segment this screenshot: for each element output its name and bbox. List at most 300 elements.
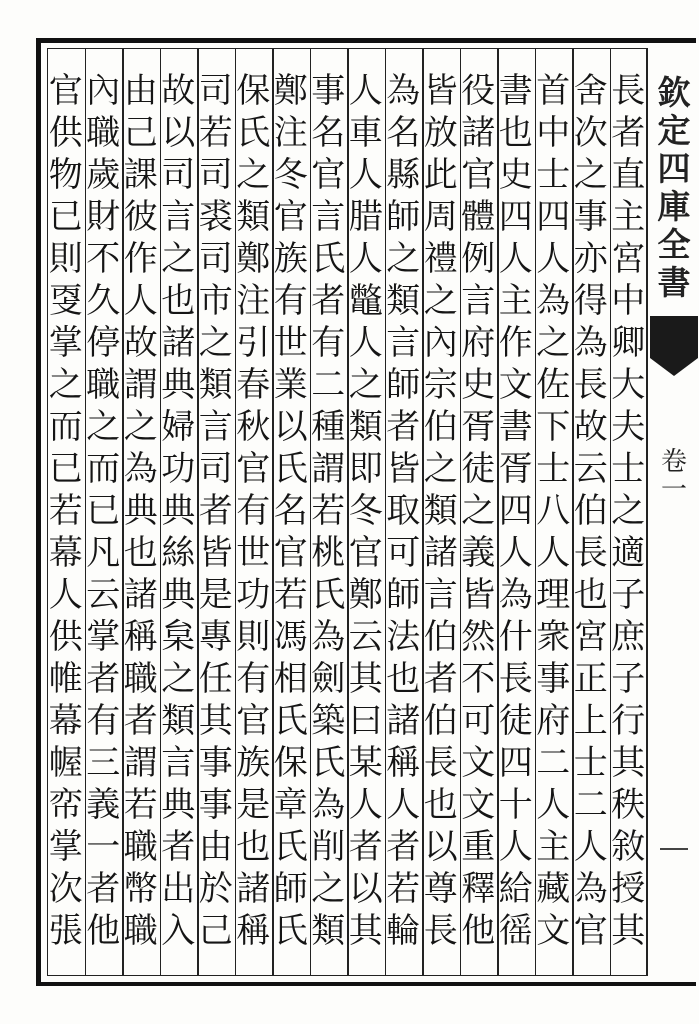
character: 史 — [461, 365, 496, 405]
character: 財 — [86, 197, 121, 237]
character: 氏 — [311, 239, 346, 279]
character: 掌 — [48, 323, 83, 363]
character: 以 — [273, 407, 308, 447]
character: 功 — [161, 449, 196, 489]
character: 周 — [423, 197, 458, 237]
character: 秋 — [236, 407, 271, 447]
character: 給 — [498, 869, 533, 909]
character: 長 — [611, 71, 646, 111]
character: 伯 — [423, 701, 458, 741]
character: 功 — [236, 575, 271, 615]
character: 事 — [198, 743, 233, 783]
character: 主 — [536, 827, 571, 867]
character: 人 — [123, 281, 158, 321]
character: 不 — [461, 659, 496, 699]
character: 若 — [123, 785, 158, 825]
character: 若 — [311, 491, 346, 531]
margin-character: 定 — [657, 111, 691, 150]
character: 供 — [48, 113, 83, 153]
character: 之 — [573, 155, 608, 195]
character: 典 — [123, 491, 158, 531]
character: 下 — [536, 407, 571, 447]
character: 之 — [423, 281, 458, 321]
character: 供 — [48, 617, 83, 657]
character: 義 — [461, 533, 496, 573]
character: 卿 — [611, 323, 646, 363]
character: 官 — [461, 155, 496, 195]
character: 人 — [348, 239, 383, 279]
character: 之 — [236, 155, 271, 195]
character: 者 — [86, 869, 121, 909]
character: 以 — [161, 113, 196, 153]
margin-character: 一 — [660, 475, 687, 505]
character: 鼈 — [348, 281, 383, 321]
character: 久 — [86, 281, 121, 321]
character: 中 — [611, 281, 646, 321]
character: 若 — [198, 113, 233, 153]
character: 放 — [423, 113, 458, 153]
character: 章 — [273, 785, 308, 825]
character: 佐 — [536, 365, 571, 405]
character: 衆 — [536, 617, 571, 657]
character: 官 — [236, 449, 271, 489]
character: 其 — [348, 659, 383, 699]
character: 稱 — [123, 617, 158, 657]
character: 文 — [536, 911, 571, 951]
character: 之 — [161, 659, 196, 699]
character: 其 — [198, 701, 233, 741]
character: 中 — [536, 113, 571, 153]
fishtail-mark — [650, 316, 698, 376]
character: 適 — [611, 533, 646, 573]
character: 若 — [273, 575, 308, 615]
character: 族 — [236, 743, 271, 783]
character: 鄭 — [273, 71, 308, 111]
character: 諸 — [123, 575, 158, 615]
character: 云 — [348, 617, 383, 657]
character: 史 — [498, 155, 533, 195]
character: 即 — [348, 449, 383, 489]
character: 職 — [123, 911, 158, 951]
character: 物 — [48, 155, 83, 195]
character: 官 — [273, 197, 308, 237]
character: 者 — [86, 659, 121, 699]
character: 鄭 — [236, 239, 271, 279]
character: 以 — [423, 827, 458, 867]
column-rule — [422, 48, 424, 976]
character: 言 — [198, 407, 233, 447]
character: 者 — [198, 491, 233, 531]
character: 職 — [86, 113, 121, 153]
character: 彼 — [123, 197, 158, 237]
character: 四 — [498, 743, 533, 783]
character: 腊 — [348, 197, 383, 237]
character: 長 — [423, 743, 458, 783]
character: 也 — [161, 281, 196, 321]
character: 掌 — [48, 827, 83, 867]
column-rule — [572, 48, 574, 976]
character: 官 — [273, 533, 308, 573]
column-rule — [535, 48, 537, 976]
character: 者 — [123, 701, 158, 741]
character: 為 — [573, 869, 608, 909]
character: 書 — [498, 71, 533, 111]
banxin-margin — [647, 48, 699, 976]
character: 為 — [311, 785, 346, 825]
character: 若 — [48, 491, 83, 531]
margin-character: 庫 — [657, 187, 691, 226]
character: 人 — [48, 575, 83, 615]
text-columns — [47, 48, 647, 976]
character: 皆 — [423, 71, 458, 111]
character: 諸 — [423, 533, 458, 573]
character: 保 — [273, 743, 308, 783]
character: 者 — [386, 407, 421, 447]
character: 也 — [386, 659, 421, 699]
character: 引 — [236, 323, 271, 363]
character: 士 — [536, 449, 571, 489]
character: 皆 — [386, 449, 421, 489]
character: 歲 — [86, 155, 121, 195]
character: 官 — [48, 71, 83, 111]
character: 曰 — [348, 701, 383, 741]
character: 他 — [86, 911, 121, 951]
character: 亦 — [573, 239, 608, 279]
character: 次 — [48, 869, 83, 909]
character: 八 — [536, 491, 571, 531]
character: 此 — [423, 155, 458, 195]
column-rule — [235, 48, 237, 976]
character: 築 — [311, 701, 346, 741]
character: 司 — [161, 155, 196, 195]
character: 世 — [236, 533, 271, 573]
character: 謂 — [123, 743, 158, 783]
character: 正 — [573, 659, 608, 699]
character: 縣 — [386, 155, 421, 195]
character: 則 — [236, 617, 271, 657]
character: 諸 — [461, 113, 496, 153]
character: 氏 — [273, 701, 308, 741]
character: 冬 — [273, 155, 308, 195]
character: 已 — [48, 197, 83, 237]
character: 言 — [161, 197, 196, 237]
character: 者 — [611, 113, 646, 153]
character: 例 — [461, 239, 496, 279]
character: 長 — [498, 659, 533, 699]
character: 為 — [386, 71, 421, 111]
character: 鄭 — [348, 575, 383, 615]
character: 也 — [423, 785, 458, 825]
character: 市 — [198, 281, 233, 321]
character: 人 — [348, 785, 383, 825]
character: 取 — [386, 491, 421, 531]
character: 氏 — [273, 827, 308, 867]
character: 有 — [311, 323, 346, 363]
character: 二 — [536, 743, 571, 783]
character: 子 — [611, 659, 646, 699]
character: 役 — [461, 71, 496, 111]
character: 而 — [48, 407, 83, 447]
character: 故 — [123, 323, 158, 363]
character: 人 — [536, 785, 571, 825]
character: 氏 — [273, 911, 308, 951]
character: 之 — [161, 239, 196, 279]
character: 㪅 — [48, 281, 83, 321]
character: 云 — [573, 449, 608, 489]
character: 人 — [348, 71, 383, 111]
character: 官 — [573, 911, 608, 951]
character: 徒 — [461, 449, 496, 489]
character: 者 — [423, 659, 458, 699]
character: 削 — [311, 827, 346, 867]
character: 若 — [386, 869, 421, 909]
character: 諸 — [386, 701, 421, 741]
character: 人 — [573, 827, 608, 867]
character: 義 — [86, 785, 121, 825]
character: 也 — [123, 533, 158, 573]
character: 舍 — [573, 71, 608, 111]
character: 有 — [236, 491, 271, 531]
character: 士 — [611, 449, 646, 489]
column-rule — [160, 48, 162, 976]
character: 事 — [198, 785, 233, 825]
character: 授 — [611, 869, 646, 909]
character: 二 — [573, 785, 608, 825]
character: 二 — [311, 365, 346, 405]
character: 胥 — [461, 407, 496, 447]
character: 之 — [423, 449, 458, 489]
juan-label — [648, 448, 699, 568]
character: 之 — [48, 365, 83, 405]
character: 士 — [536, 155, 571, 195]
character: 士 — [573, 743, 608, 783]
character: 是 — [236, 785, 271, 825]
character: 之 — [536, 323, 571, 363]
character: 類 — [161, 701, 196, 741]
character: 他 — [461, 911, 496, 951]
character: 人 — [498, 827, 533, 867]
character: 是 — [198, 575, 233, 615]
character: 法 — [386, 617, 421, 657]
character: 夫 — [611, 407, 646, 447]
character: 車 — [348, 113, 383, 153]
character: 言 — [461, 281, 496, 321]
character: 氏 — [273, 449, 308, 489]
character: 相 — [273, 659, 308, 699]
margin-character: 全 — [657, 225, 691, 264]
character: 宗 — [423, 365, 458, 405]
character: 謂 — [123, 365, 158, 405]
character: 停 — [86, 323, 121, 363]
character: 之 — [86, 407, 121, 447]
character: 之 — [611, 491, 646, 531]
character: 絲 — [161, 533, 196, 573]
character: 為 — [123, 449, 158, 489]
character: 三 — [86, 743, 121, 783]
character: 人 — [348, 155, 383, 195]
character: 文 — [498, 365, 533, 405]
character: 於 — [198, 869, 233, 909]
character: 為 — [536, 281, 571, 321]
character: 大 — [611, 365, 646, 405]
character: 者 — [161, 827, 196, 867]
character: 內 — [423, 323, 458, 363]
character: 幕 — [48, 701, 83, 741]
character: 馮 — [273, 617, 308, 657]
character: 一 — [86, 827, 121, 867]
character: 枲 — [161, 617, 196, 657]
character: 某 — [348, 743, 383, 783]
character: 四 — [498, 491, 533, 531]
character: 典 — [161, 491, 196, 531]
character: 為 — [498, 575, 533, 615]
character: 出 — [161, 869, 196, 909]
character: 禮 — [423, 239, 458, 279]
character: 重 — [461, 827, 496, 867]
character: 也 — [236, 827, 271, 867]
character: 由 — [198, 827, 233, 867]
character: 類 — [236, 197, 271, 237]
character: 春 — [236, 365, 271, 405]
character: 伯 — [423, 407, 458, 447]
book-title — [648, 48, 699, 318]
character: 注 — [273, 113, 308, 153]
character: 秩 — [611, 785, 646, 825]
character: 藏 — [536, 869, 571, 909]
character: 師 — [386, 197, 421, 237]
character: 故 — [573, 407, 608, 447]
character: 文 — [461, 785, 496, 825]
character: 長 — [423, 911, 458, 951]
character: 不 — [86, 239, 121, 279]
character: 言 — [423, 575, 458, 615]
character: 之 — [311, 869, 346, 909]
character: 作 — [123, 239, 158, 279]
column-rule — [85, 48, 87, 976]
character: 言 — [161, 743, 196, 783]
character: 伯 — [423, 617, 458, 657]
character: 職 — [123, 827, 158, 867]
column-rule — [122, 48, 124, 976]
character: 文 — [461, 743, 496, 783]
character: 氏 — [236, 113, 271, 153]
character: 者 — [311, 281, 346, 321]
character: 理 — [536, 575, 571, 615]
character: 世 — [273, 323, 308, 363]
character: 類 — [386, 281, 421, 321]
character: 徭 — [498, 911, 533, 951]
character: 由 — [123, 71, 158, 111]
character: 幕 — [48, 533, 83, 573]
character: 為 — [573, 323, 608, 363]
character: 事 — [536, 659, 571, 699]
character: 釋 — [461, 869, 496, 909]
character: 書 — [498, 407, 533, 447]
character: 長 — [573, 533, 608, 573]
character: 婦 — [161, 407, 196, 447]
character: 裘 — [198, 197, 233, 237]
character: 以 — [348, 869, 383, 909]
column-rule — [497, 48, 499, 976]
character: 其 — [348, 911, 383, 951]
character: 劍 — [311, 659, 346, 699]
character: 帷 — [48, 659, 83, 699]
column-rule — [310, 48, 312, 976]
character: 官 — [348, 533, 383, 573]
character: 宮 — [573, 617, 608, 657]
character: 內 — [86, 71, 121, 111]
character: 者 — [348, 827, 383, 867]
character: 府 — [536, 701, 571, 741]
character: 桃 — [311, 533, 346, 573]
character: 帟 — [48, 785, 83, 825]
character: 類 — [198, 365, 233, 405]
character: 種 — [311, 407, 346, 447]
margin-character: 四 — [657, 149, 691, 188]
column-rule — [197, 48, 199, 976]
character: 幣 — [123, 869, 158, 909]
character: 者 — [386, 827, 421, 867]
character: 也 — [498, 113, 533, 153]
margin-character: 書 — [657, 263, 691, 302]
character: 典 — [161, 785, 196, 825]
character: 胥 — [498, 449, 533, 489]
character: 徒 — [498, 701, 533, 741]
character: 四 — [536, 197, 571, 237]
character: 言 — [311, 197, 346, 237]
character: 事 — [573, 197, 608, 237]
character: 凡 — [86, 533, 121, 573]
character: 職 — [86, 365, 121, 405]
character: 司 — [198, 71, 233, 111]
character: 什 — [498, 617, 533, 657]
character: 諸 — [161, 323, 196, 363]
character: 師 — [386, 575, 421, 615]
margin-tick — [660, 848, 688, 850]
character: 師 — [273, 869, 308, 909]
character: 可 — [461, 701, 496, 741]
character: 行 — [611, 701, 646, 741]
character: 人 — [498, 239, 533, 279]
character: 作 — [498, 323, 533, 363]
character: 司 — [198, 239, 233, 279]
character: 也 — [573, 575, 608, 615]
character: 己 — [198, 911, 233, 951]
character: 可 — [386, 533, 421, 573]
character: 上 — [573, 701, 608, 741]
character: 人 — [386, 785, 421, 825]
character: 有 — [273, 281, 308, 321]
character: 敘 — [611, 827, 646, 867]
character: 長 — [573, 365, 608, 405]
character: 謂 — [311, 449, 346, 489]
character: 則 — [48, 239, 83, 279]
character: 四 — [498, 197, 533, 237]
character: 得 — [573, 281, 608, 321]
character: 注 — [236, 281, 271, 321]
character: 司 — [198, 449, 233, 489]
character: 其 — [611, 911, 646, 951]
character: 宮 — [611, 239, 646, 279]
character: 人 — [498, 533, 533, 573]
character: 冬 — [348, 491, 383, 531]
character: 為 — [311, 617, 346, 657]
character: 人 — [536, 239, 571, 279]
character: 尊 — [423, 869, 458, 909]
character: 之 — [123, 407, 158, 447]
character: 類 — [311, 911, 346, 951]
character: 之 — [386, 239, 421, 279]
